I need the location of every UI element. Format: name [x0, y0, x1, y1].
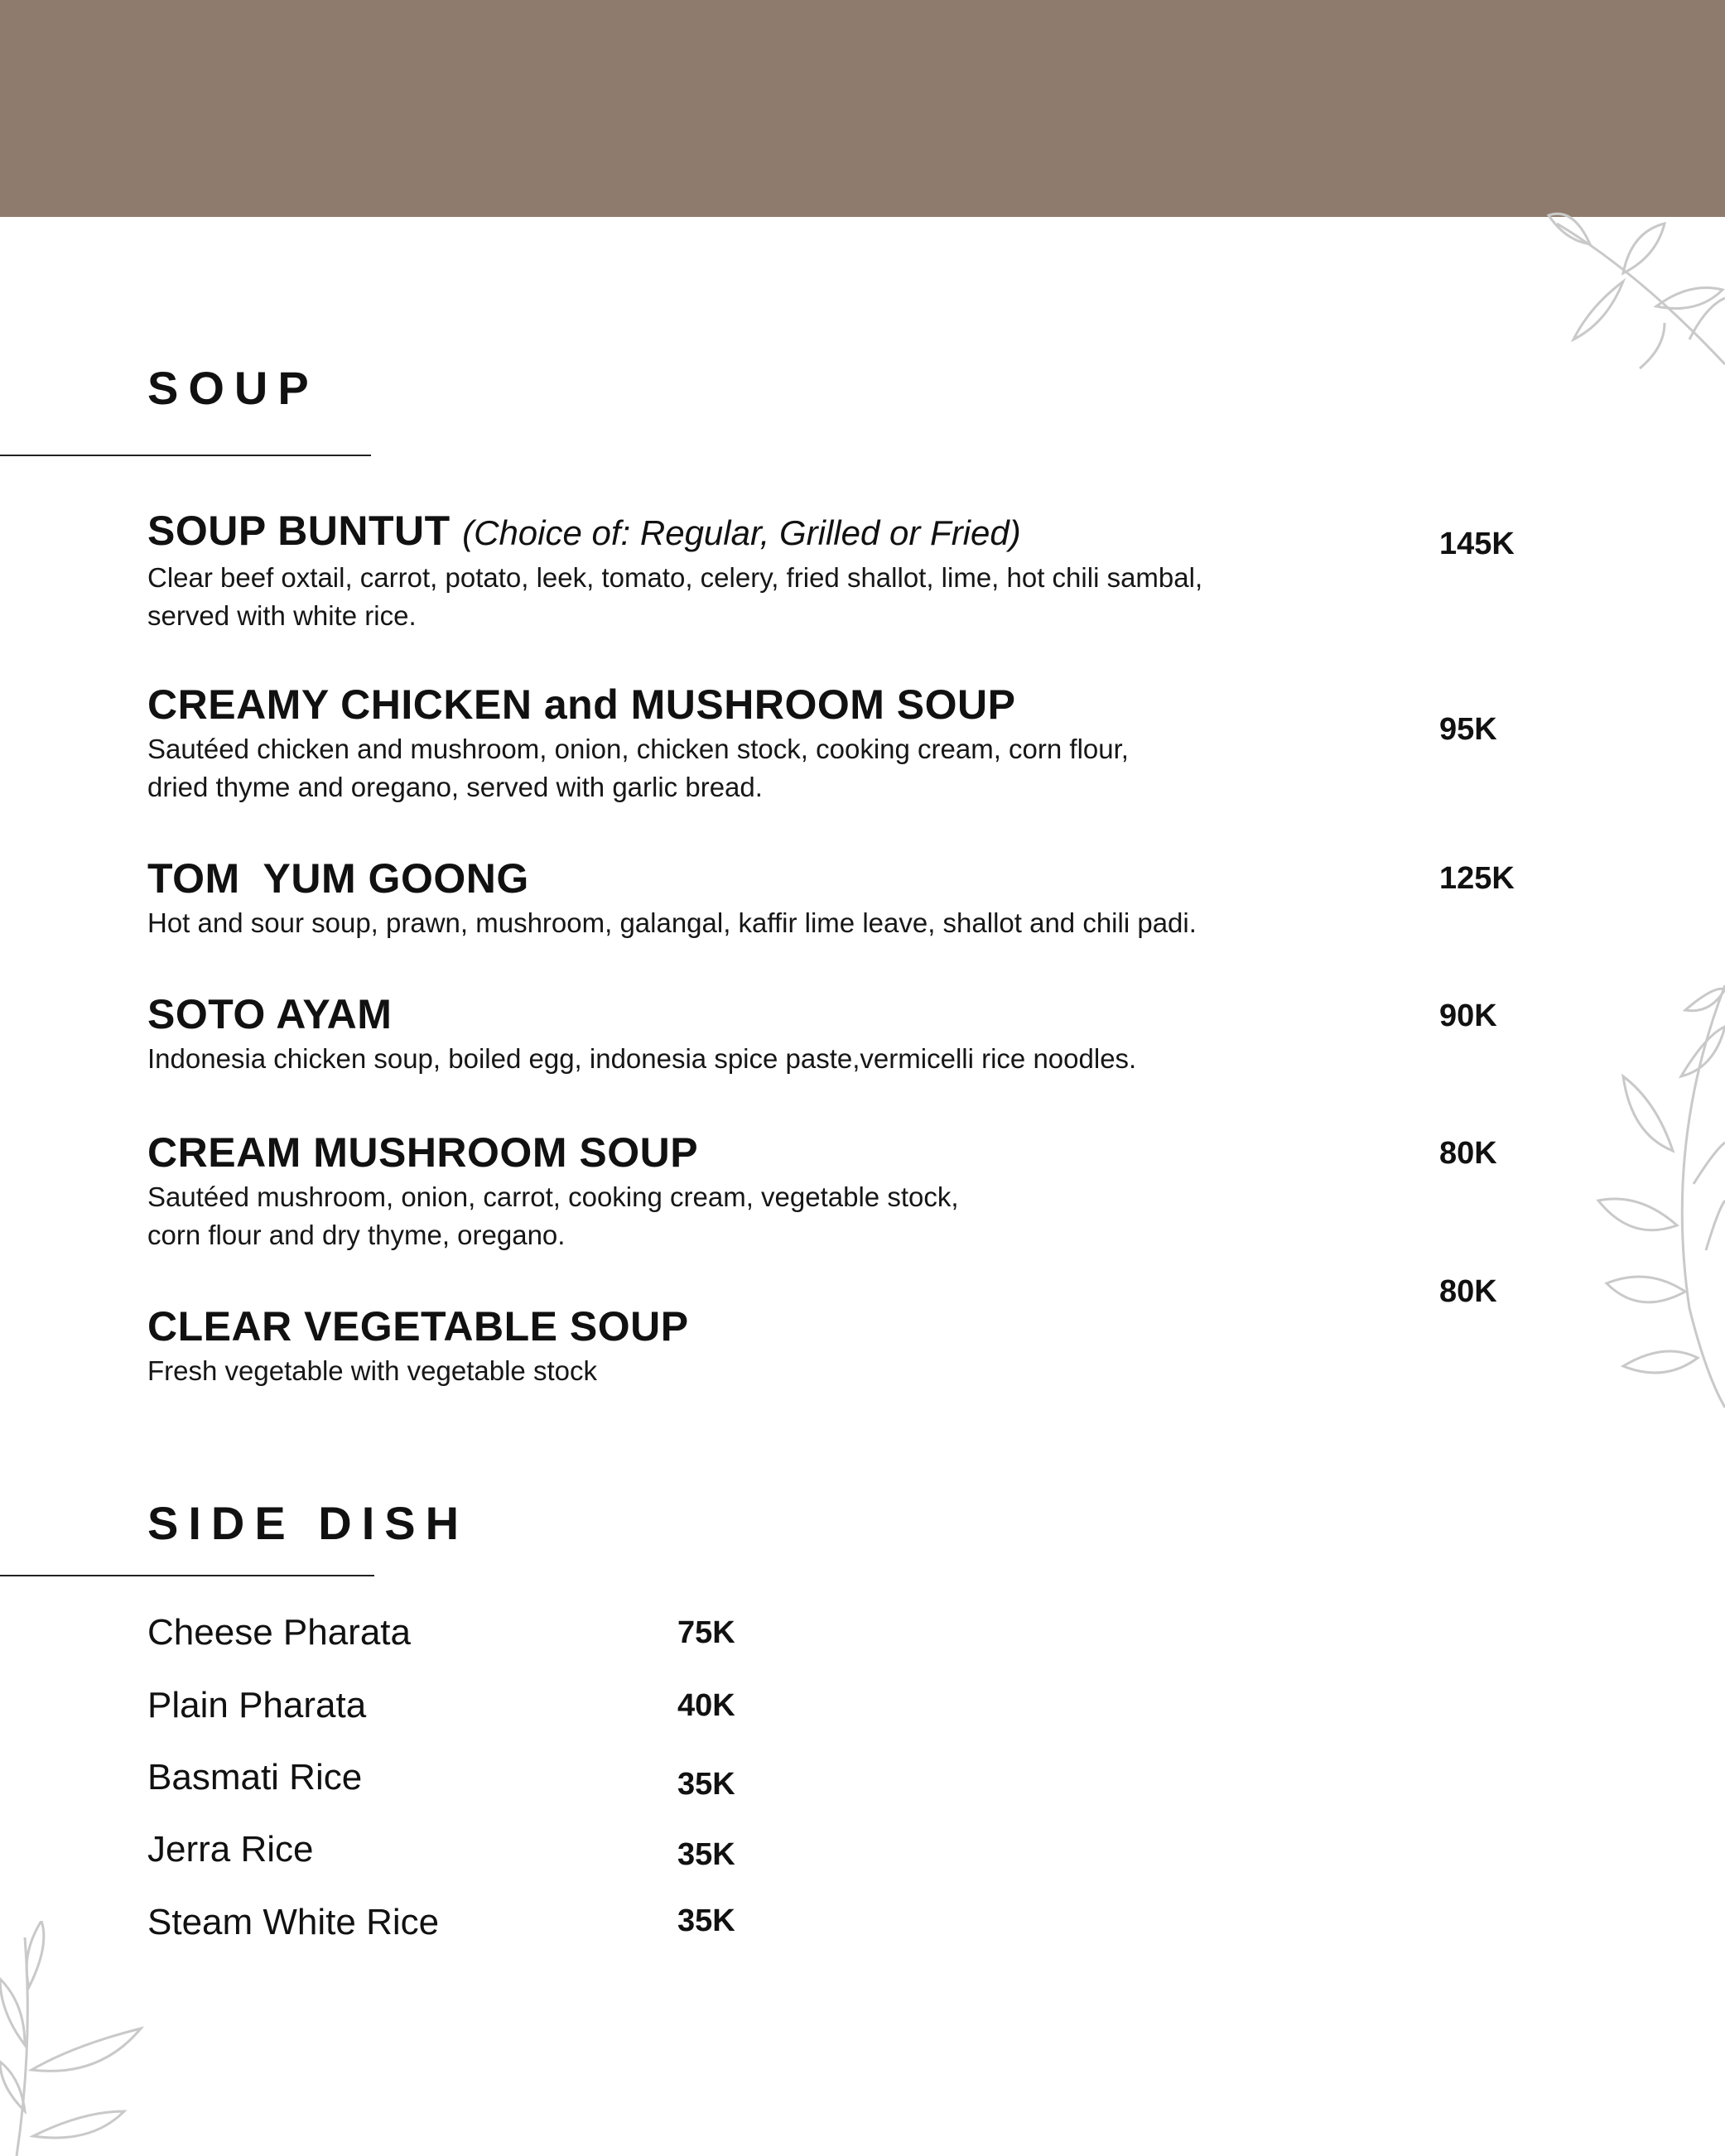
menu-item-cream-mushroom-soup: [147, 1129, 1423, 1254]
side-dish-price: 75K: [677, 1615, 735, 1650]
side-dish-item: [147, 1757, 777, 1807]
price-cream-mushroom-soup: 80K: [1439, 1136, 1497, 1171]
side-dish-item: [147, 1829, 777, 1879]
menu-item-creamy-chicken-mushroom-soup: [147, 681, 1423, 806]
price-creamy-chicken-mushroom-soup: 95K: [1439, 712, 1497, 747]
side-dish-item: [147, 1685, 777, 1735]
item-note: (Choice of: Regular, Grilled or Fried): [462, 513, 1021, 552]
leaf-sprig-right-icon: [1540, 977, 1725, 1424]
item-description: Clear beef oxtail, carrot, potato, leek, tomato, celery, fried shallot, lime, hot chili sambal, served with white rice.: [147, 562, 1203, 631]
leaf-sprig-top-right-icon: [1540, 207, 1725, 373]
side-dish-section-title: SIDE DISH: [147, 1497, 470, 1549]
header-band: [0, 0, 1725, 217]
item-name: CLEAR VEGETABLE SOUP: [147, 1303, 689, 1350]
side-dish-item: [147, 1902, 777, 1951]
side-dish-price: 35K: [677, 1903, 735, 1938]
item-description: Indonesia chicken soup, boiled egg, indonesia spice paste,vermicelli rice noodles.: [147, 1043, 1137, 1074]
menu-item-soup-buntut: [147, 507, 1423, 635]
item-description: Fresh vegetable with vegetable stock: [147, 1355, 597, 1386]
soup-section-title: SOUP: [147, 362, 319, 414]
side-dish-name: Cheese Pharata: [147, 1612, 411, 1653]
menu-item-soto-ayam: [147, 990, 1423, 1078]
menu-item-tom-yum-goong: [147, 854, 1423, 942]
item-description: Sautéed mushroom, onion, carrot, cooking cream, vegetable stock, corn flour and dry thyme, oregano.: [147, 1181, 959, 1250]
side-dish-price: 35K: [677, 1837, 735, 1872]
item-name: SOTO AYAM: [147, 991, 393, 1037]
side-dish-name: Basmati Rice: [147, 1757, 363, 1797]
item-name: CREAMY CHICKEN and MUSHROOM SOUP: [147, 681, 1016, 728]
item-name: CREAM MUSHROOM SOUP: [147, 1129, 699, 1176]
leaf-sprig-bottom-left-icon: [0, 1921, 157, 2156]
side-dish-name: Steam White Rice: [147, 1902, 440, 1942]
item-description: Sautéed chicken and mushroom, onion, chicken stock, cooking cream, corn flour, dried thyme and oregano, served with garlic bread.: [147, 734, 1129, 802]
item-description: Hot and sour soup, prawn, mushroom, galangal, kaffir lime leave, shallot and chili padi.: [147, 907, 1197, 938]
side-dish-price: 40K: [677, 1688, 735, 1723]
price-tom-yum-goong: 125K: [1439, 861, 1515, 896]
menu-item-clear-vegetable-soup: [147, 1302, 1423, 1390]
price-soup-buntut: 145K: [1439, 527, 1515, 561]
soup-divider: [0, 455, 371, 456]
item-name: TOM YUM GOONG: [147, 855, 529, 902]
side-dish-name: Jerra Rice: [147, 1829, 314, 1870]
price-clear-vegetable-soup: 80K: [1439, 1274, 1497, 1309]
item-name: SOUP BUNTUT: [147, 508, 451, 554]
price-soto-ayam: 90K: [1439, 999, 1497, 1033]
side-dish-name: Plain Pharata: [147, 1685, 367, 1725]
side-dish-divider: [0, 1575, 374, 1576]
side-dish-item: [147, 1612, 777, 1662]
side-dish-price: 35K: [677, 1767, 735, 1802]
